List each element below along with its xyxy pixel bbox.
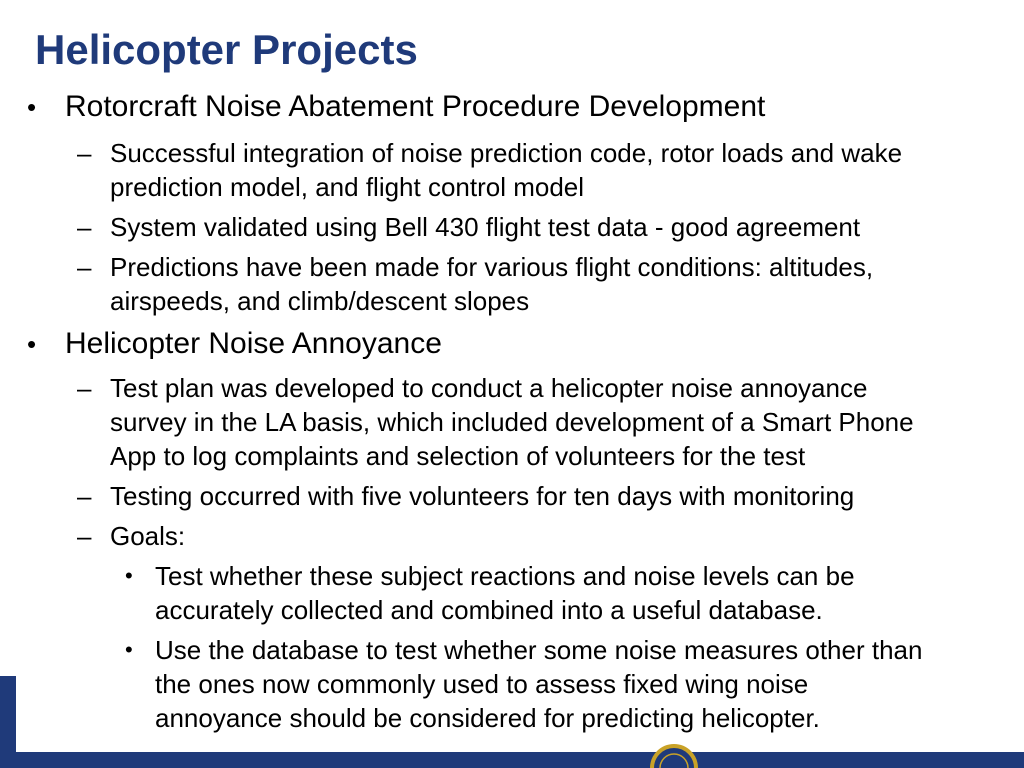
section2-item: Goals:	[110, 521, 186, 551]
goal-item: Use the database to test whether some noise measures other than	[155, 635, 923, 665]
goal-item: the ones now commonly used to assess fixed wing noise	[155, 669, 809, 699]
slide-title: Helicopter Projects	[35, 26, 418, 73]
dash-icon: –	[77, 252, 92, 282]
goal-item: annoyance should be considered for predicting helicopter.	[155, 703, 820, 733]
dash-icon: –	[77, 521, 92, 551]
goal-item: accurately collected and combined into a useful database.	[155, 595, 823, 625]
section1-item: prediction model, and flight control model	[110, 172, 585, 202]
section2-item: App to log complaints and selection of volunteers for the test	[110, 441, 806, 471]
section1-item: airspeeds, and climb/descent slopes	[110, 286, 530, 316]
section2-item: Testing occurred with five volunteers for ten days with monitoring	[110, 481, 855, 511]
section2-item: Test plan was developed to conduct a helicopter noise annoyance	[110, 373, 868, 403]
dash-icon: –	[77, 138, 92, 168]
bullet-icon: •	[125, 563, 133, 588]
dash-icon: –	[77, 212, 92, 242]
seal-icon	[646, 744, 702, 768]
section2-item: survey in the LA basis, which included development of a Smart Phone	[110, 407, 914, 437]
bullet-icon: •	[125, 637, 133, 662]
goal-item: Test whether these subject reactions and noise levels can be	[155, 561, 855, 591]
section1-item: System validated using Bell 430 flight test data - good agreement	[110, 212, 861, 242]
dash-icon: –	[77, 481, 92, 511]
section2-heading: Helicopter Noise Annoyance	[65, 327, 442, 360]
bottom-accent-bar	[0, 752, 1024, 768]
section1-item: Successful integration of noise prediction code, rotor loads and wake	[110, 138, 903, 168]
bullet-icon: •	[27, 92, 37, 122]
dash-icon: –	[77, 373, 92, 403]
bullet-icon: •	[27, 329, 37, 359]
section1-heading: Rotorcraft Noise Abatement Procedure Development	[65, 90, 766, 123]
section1-item: Predictions have been made for various flight conditions: altitudes,	[110, 252, 874, 282]
